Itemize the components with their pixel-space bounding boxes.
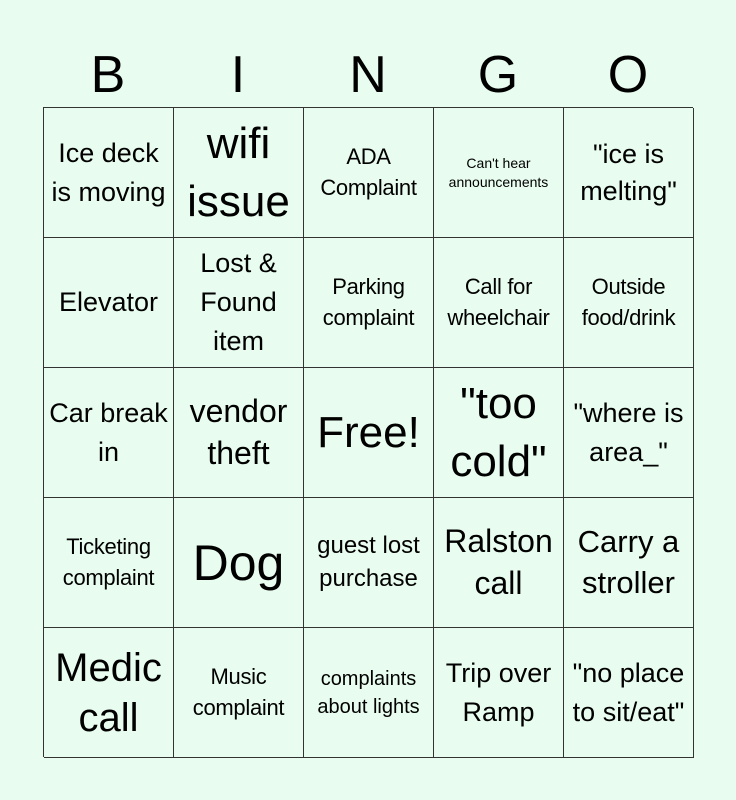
cell-label: Ticketing complaint — [62, 533, 155, 590]
cell-label: Elevator — [58, 287, 159, 318]
bingo-cell[interactable] — [174, 108, 304, 238]
bingo-cell[interactable] — [174, 238, 304, 368]
bingo-cell[interactable] — [174, 628, 304, 758]
bingo-cell[interactable] — [44, 498, 174, 628]
bingo-cell[interactable] — [304, 108, 434, 238]
bingo-cell[interactable] — [304, 628, 434, 758]
bingo-cell[interactable] — [434, 238, 564, 368]
cell-label: Ralston call — [444, 522, 553, 601]
header-letter-i: I — [230, 46, 246, 104]
cell-label: Can't hear announcements — [448, 154, 549, 190]
header-letter-g: G — [477, 46, 519, 104]
bingo-cell[interactable] — [174, 368, 304, 498]
bingo-cell[interactable] — [564, 368, 694, 498]
cell-label: "where is area_" — [573, 397, 684, 467]
cell-label: Free! — [317, 407, 420, 457]
bingo-cell[interactable] — [564, 108, 694, 238]
bingo-cell[interactable] — [304, 368, 434, 498]
cell-label: Music complaint — [192, 663, 285, 720]
header-letter-b: B — [90, 46, 126, 104]
bingo-cell[interactable] — [434, 368, 564, 498]
cell-label: "too cold" — [450, 379, 547, 486]
bingo-cell[interactable] — [44, 108, 174, 238]
bingo-cell[interactable] — [44, 238, 174, 368]
bingo-cell[interactable] — [434, 498, 564, 628]
cell-label: "ice is melting" — [580, 139, 677, 206]
bingo-header — [43, 44, 693, 106]
bingo-cell[interactable] — [304, 498, 434, 628]
bingo-cell[interactable] — [564, 498, 694, 628]
bingo-cell[interactable] — [44, 628, 174, 758]
cell-label: Outside food/drink — [581, 273, 676, 330]
header-letter-o: O — [607, 46, 649, 104]
bingo-cell[interactable] — [564, 628, 694, 758]
cell-label: Ice deck is moving — [51, 137, 166, 207]
cell-label: "no place to sit/eat" — [572, 657, 685, 727]
cell-label: Medic call — [55, 645, 162, 740]
cell-label: Car break in — [49, 397, 168, 467]
cell-label: wifi issue — [187, 119, 290, 226]
cell-label: guest lost purchase — [317, 532, 420, 592]
bingo-cell[interactable] — [434, 108, 564, 238]
cell-label: Parking complaint — [322, 273, 415, 330]
bingo-cell[interactable] — [174, 498, 304, 628]
cell-label: complaints about lights — [317, 667, 420, 718]
cell-label: Lost & Found item — [200, 248, 277, 356]
header-letter-n: N — [349, 46, 387, 104]
cell-label: ADA Complaint — [320, 143, 417, 200]
cell-label: vendor theft — [189, 392, 288, 471]
bingo-cell[interactable] — [434, 628, 564, 758]
cell-label: Trip over Ramp — [445, 657, 552, 727]
cell-label: Dog — [192, 534, 285, 591]
bingo-cell[interactable] — [44, 368, 174, 498]
cell-label: Carry a stroller — [577, 524, 680, 600]
bingo-cell[interactable] — [564, 238, 694, 368]
bingo-board — [43, 107, 693, 757]
cell-label: Call for wheelchair — [447, 273, 550, 330]
bingo-cell[interactable] — [304, 238, 434, 368]
